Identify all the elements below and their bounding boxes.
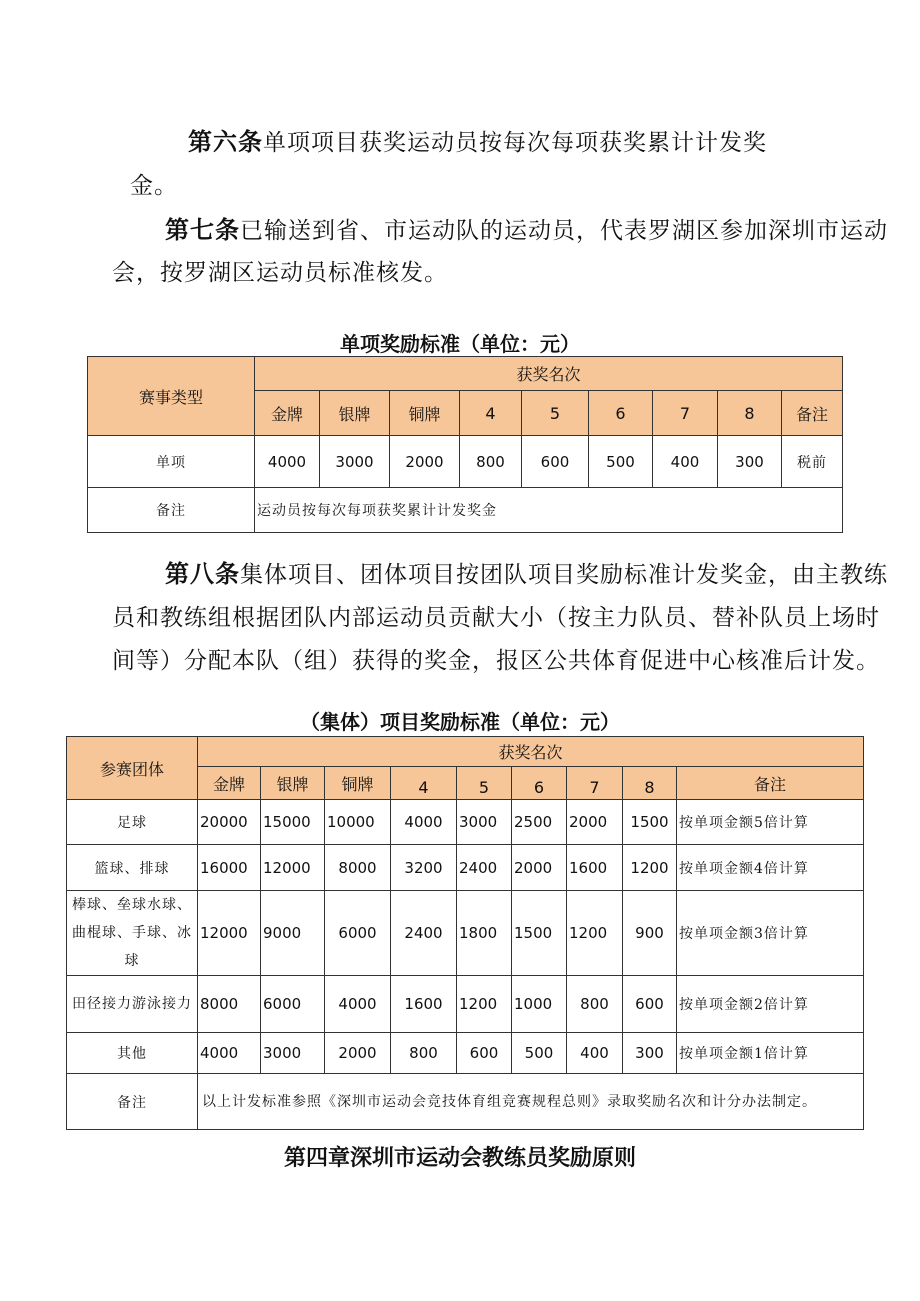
table2-cell-note: 按单项金额2倍计算 [677, 976, 864, 1033]
table2-cell: 2000 [325, 1033, 391, 1074]
table2-cell: 3000 [457, 800, 512, 845]
table1-header-8: 8 [718, 391, 782, 436]
table2-cell: 400 [567, 1033, 623, 1074]
individual-award-table [87, 356, 843, 533]
table2-row-label: 篮球、排球 [67, 845, 198, 891]
table2-cell: 15000 [261, 800, 325, 845]
table-row [88, 436, 843, 488]
table2-col-header-team: 参赛团体 [67, 737, 198, 800]
article-8-line-2: 员和教练组根据团队内部运动员贡献大小（按主力队员、替补队员上场时 [112, 605, 880, 631]
table2-cell: 6000 [325, 891, 391, 976]
table1-header-gold: 金牌 [255, 391, 320, 436]
table2-header-gold: 金牌 [198, 767, 261, 800]
table2-cell: 6000 [261, 976, 325, 1033]
article-6-text: 单项项目获奖运动员按每次每项获奖累计计发奖 [263, 130, 767, 156]
table2-cell: 500 [512, 1033, 567, 1074]
table1-row-label: 单项 [88, 436, 255, 488]
table2-caption: （集体）项目奖励标准（单位：元） [300, 710, 620, 734]
table2-cell: 4000 [198, 1033, 261, 1074]
table2-cell: 900 [623, 891, 677, 976]
table2-cell: 2400 [391, 891, 457, 976]
table2-cell: 16000 [198, 845, 261, 891]
table2-cell: 20000 [198, 800, 261, 845]
table1-cell: 800 [460, 436, 522, 488]
table1-col-header-type: 赛事类型 [88, 357, 255, 436]
table2-cell: 4000 [325, 976, 391, 1033]
table2-cell: 1000 [512, 976, 567, 1033]
table2-cell: 600 [457, 1033, 512, 1074]
article-7-line-1 [165, 207, 888, 254]
table2-cell: 1800 [457, 891, 512, 976]
table2-cell: 1500 [512, 891, 567, 976]
table2-header-4: 4 [391, 767, 457, 800]
table2-cell: 800 [391, 1033, 457, 1074]
table2-cell: 2500 [512, 800, 567, 845]
article-8-text: 集体项目、团体项目按团队项目奖励标准计发奖金，由主教练 [240, 562, 888, 588]
table1-cell: 2000 [390, 436, 460, 488]
table2-cell-note: 按单项金额3倍计算 [677, 891, 864, 976]
table2-header-note: 备注 [677, 767, 864, 800]
article-6-label: 第六条 [188, 128, 263, 156]
table1-cell: 3000 [320, 436, 390, 488]
table2-cell: 1600 [567, 845, 623, 891]
table1-group-header: 获奖名次 [255, 357, 843, 391]
article-8-label: 第八条 [165, 560, 240, 588]
table2-cell: 300 [623, 1033, 677, 1074]
table2-row-label: 足球 [67, 800, 198, 845]
table2-cell: 8000 [198, 976, 261, 1033]
table2-cell: 1600 [391, 976, 457, 1033]
table2-note-text: 以上计发标准参照《深圳市运动会竞技体育组竞赛规程总则》录取奖励名次和计分办法制定。 [198, 1074, 864, 1130]
article-8-line-3: 间等）分配本队（组）获得的奖金，报区公共体育促进中心核准后计发。 [112, 648, 880, 674]
table2-cell: 1200 [567, 891, 623, 976]
team-award-table [66, 736, 864, 1130]
article-7-label: 第七条 [165, 216, 240, 244]
table2-cell: 2400 [457, 845, 512, 891]
table2-cell: 1500 [623, 800, 677, 845]
table1-cell: 300 [718, 436, 782, 488]
table2-cell: 10000 [325, 800, 391, 845]
table1-header-note: 备注 [782, 391, 843, 436]
table2-note-label: 备注 [67, 1074, 198, 1130]
article-7-text: 已输送到省、市运动队的运动员，代表罗湖区参加深圳市运动 [240, 218, 888, 244]
article-6-line-1 [188, 119, 767, 166]
table2-header-7: 7 [567, 767, 623, 800]
table2-header-6: 6 [512, 767, 567, 800]
table1-cell: 400 [653, 436, 718, 488]
table1-caption: 单项奖励标准（单位：元） [340, 332, 580, 356]
table2-cell: 1200 [457, 976, 512, 1033]
table1-cell: 4000 [255, 436, 320, 488]
table2-row-label: 棒球、垒球水球、曲棍球、手球、冰球 [67, 891, 198, 976]
table2-cell: 12000 [198, 891, 261, 976]
table2-cell-note: 按单项金额4倍计算 [677, 845, 864, 891]
table-row [67, 800, 864, 845]
table2-cell: 2000 [512, 845, 567, 891]
table1-cell-note: 税前 [782, 436, 843, 488]
table1-header-5: 5 [522, 391, 589, 436]
table1-header-silver: 银牌 [320, 391, 390, 436]
table2-cell-note: 按单项金额1倍计算 [677, 1033, 864, 1074]
table2-header-5: 5 [457, 767, 512, 800]
table1-note-text: 运动员按每次每项获奖累计计发奖金 [255, 488, 843, 533]
table2-group-header: 获奖名次 [198, 737, 864, 767]
table1-header-4: 4 [460, 391, 522, 436]
table-row [67, 845, 864, 891]
table2-cell: 12000 [261, 845, 325, 891]
table2-cell: 3200 [391, 845, 457, 891]
table2-cell: 8000 [325, 845, 391, 891]
table2-cell: 4000 [391, 800, 457, 845]
table2-cell: 3000 [261, 1033, 325, 1074]
table2-cell: 800 [567, 976, 623, 1033]
table2-row-label: 田径接力游泳接力 [67, 976, 198, 1033]
table1-note-label: 备注 [88, 488, 255, 533]
table2-header-silver: 银牌 [261, 767, 325, 800]
table-row [67, 891, 864, 976]
table1-header-7: 7 [653, 391, 718, 436]
article-6-line-2: 金。 [130, 173, 178, 199]
table2-cell-note: 按单项金额5倍计算 [677, 800, 864, 845]
article-8-line-1 [165, 551, 888, 598]
table2-cell: 600 [623, 976, 677, 1033]
table1-header-bronze: 铜牌 [390, 391, 460, 436]
table2-cell: 2000 [567, 800, 623, 845]
table2-row-label: 其他 [67, 1033, 198, 1074]
table1-cell: 600 [522, 436, 589, 488]
table-row [88, 488, 843, 533]
table2-header-8: 8 [623, 767, 677, 800]
table2-cell: 1200 [623, 845, 677, 891]
table-row [67, 1074, 864, 1130]
table1-cell: 500 [589, 436, 653, 488]
table-row [67, 1033, 864, 1074]
table2-cell: 9000 [261, 891, 325, 976]
article-7-line-2: 会，按罗湖区运动员标准核发。 [112, 260, 448, 286]
table-row [67, 976, 864, 1033]
table1-header-6: 6 [589, 391, 653, 436]
chapter-title: 第四章深圳市运动会教练员奖励原则 [283, 1146, 636, 1171]
table2-header-bronze: 铜牌 [325, 767, 391, 800]
